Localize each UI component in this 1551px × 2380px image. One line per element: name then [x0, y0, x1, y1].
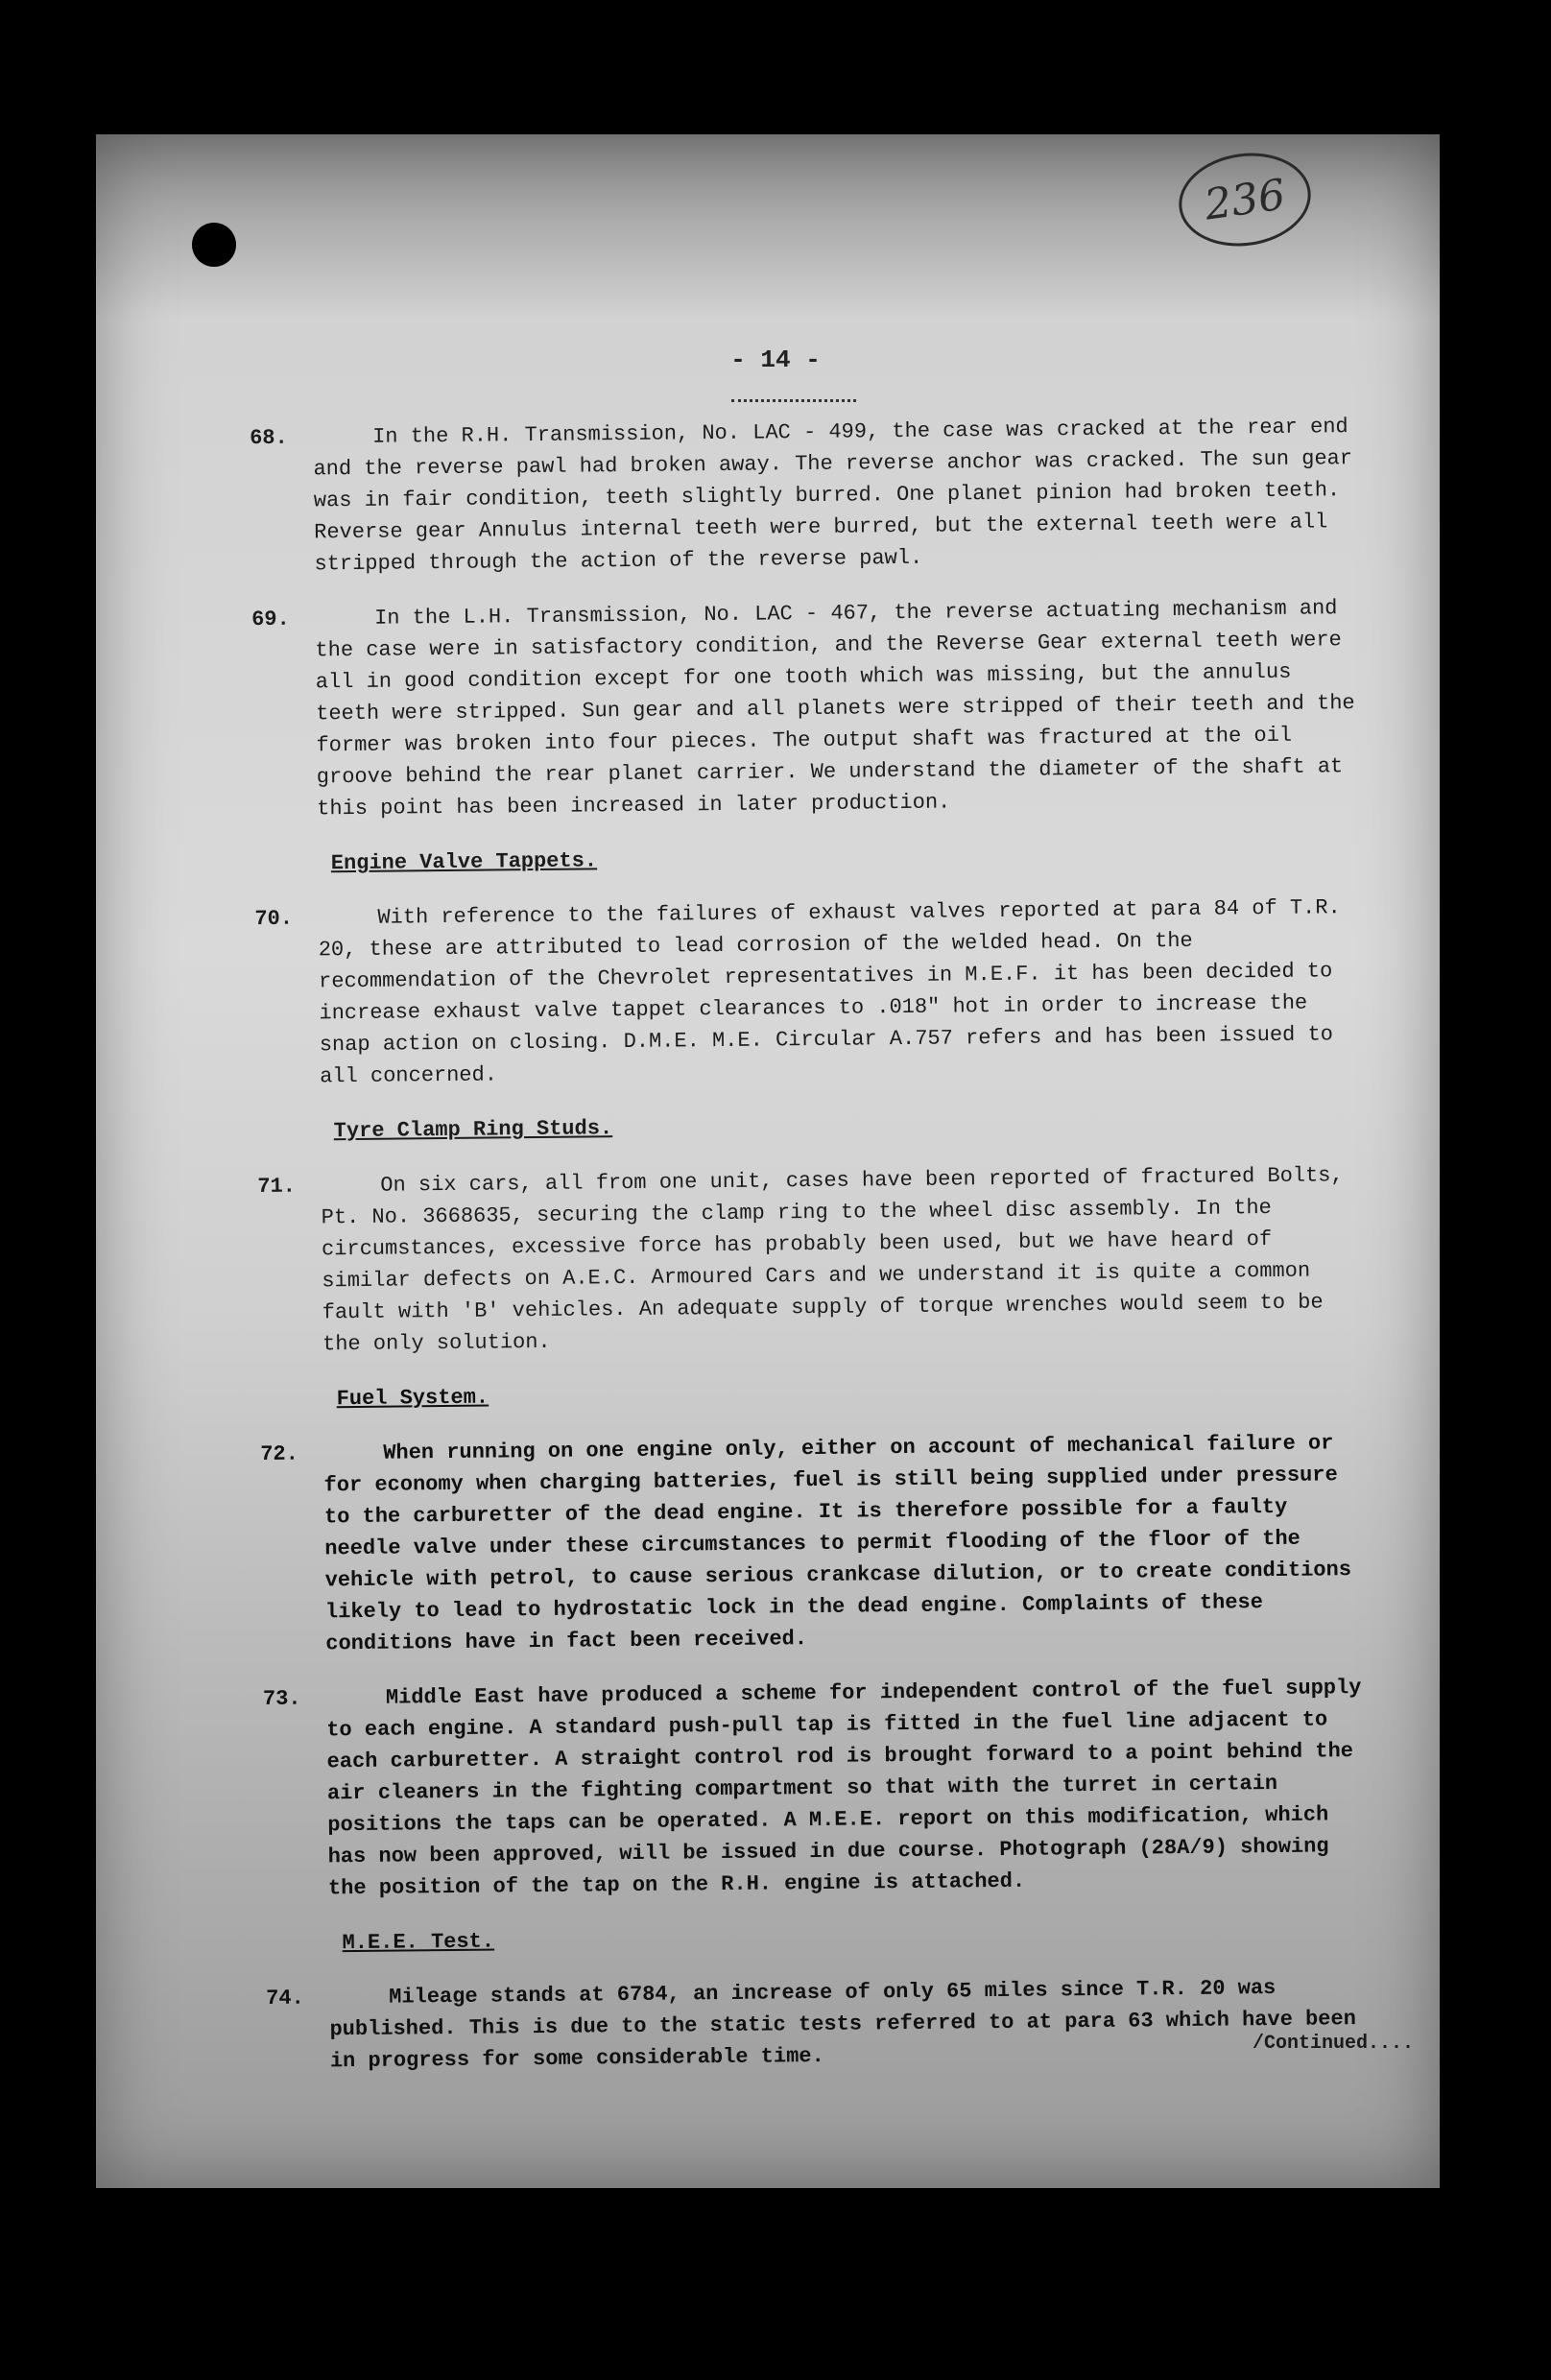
paragraph-text: In the R.H. Transmission, No. LAC - 499, the case was cracked at the rear end and the reverse pawl had broken away. The reverse anchor was cracked. The sun gear was in fair condition, teeth slightly burred. One planet pinion had broken teeth. Reverse gear Annulus internal teeth were burred, but the external teeth were all stripped through the action of the reverse pawl.	[313, 415, 1353, 577]
heading-mee-test: M.E.E. Test.	[342, 1929, 495, 1956]
paragraph-number: 70.	[254, 906, 294, 932]
paragraph-text: When running on one engine only, either on account of mechanical failure or for economy when charging batteries, fuel is still being supplied under pressure to the carburetter of the dead engine. It is therefore possible for a faulty needle valve under these circumstances to permit flooding of the floor of the vehicle with petrol, to cause serious crankcase dilution, or to create conditions likely to lead to hydrostatic lock in the dead engine. Complaints of these conditions have in fact been received.	[323, 1431, 1352, 1656]
paragraph-number: 69.	[251, 607, 290, 632]
document-body	[250, 411, 1371, 2101]
page-number-stamp: 236	[1173, 145, 1317, 254]
heading-fuel-system: Fuel System.	[336, 1385, 489, 1412]
continued-note: /Continued....	[1253, 2033, 1415, 2055]
paragraph-71	[257, 1159, 1363, 1361]
paragraph-text: In the L.H. Transmission, No. LAC - 467, the reverse actuating mechanism and the case were in satisfactory condition, and the Reverse Gear external teeth were all in good condition except for one tooth which was missing, but the annulus teeth were stripped. Sun gear and all planets were stripped of their teeth and the former was broken into four pieces. The output shaft was fractured at the oil groove behind the rear planet carrier. We understand the diameter of the shaft at this point has been increased in later production.	[315, 596, 1355, 821]
paragraph-text: Mileage stands at 6784, an increase of only 65 miles since T.R. 20 was published. This is due to the static tests referred to at para 63 which have been in progress for some considerable time.	[329, 1975, 1356, 2074]
page-number-underline	[731, 399, 856, 402]
paragraph-number: 71.	[257, 1174, 297, 1200]
paragraph-number: 74.	[266, 1986, 304, 2011]
paragraph-number: 72.	[260, 1441, 299, 1467]
punch-hole	[192, 223, 236, 267]
heading-tyre-clamp-ring-studs: Tyre Clamp Ring Studs.	[333, 1116, 613, 1144]
paragraph-text: Middle East have produced a scheme for independent control of the fuel supply to each engine. A standard push-pull tap is fitted in the fuel line adjacent to each carburetter. A straight control rod is brought forward to a point behind the air cleaners in the fighting compartment so that with the turret in certain positions the taps can be operated. A M.E.E. report on this modification, which has now been approved, will be issued in due course. Photograph (28A/9) showing the position of the tap on the R.H. engine is attached.	[326, 1676, 1362, 1901]
paragraph-number: 68.	[250, 425, 288, 451]
heading-engine-valve-tappets: Engine Valve Tappets.	[330, 848, 598, 876]
paragraph-68	[250, 411, 1355, 581]
paragraph-73	[262, 1672, 1369, 1905]
paragraph-text: On six cars, all from one unit, cases have been reported of fractured Bolts, Pt. No. 3668635, securing the clamp ring to the wheel disc assembly. In the circumstances, excessive force has probably been used, but we have heard of similar defects on A.E.C. Armoured Cars and we understand it is quite a common fault with 'B' vehicles. An adequate supply of torque wrenches would seem to be the only solution.	[321, 1163, 1344, 1357]
paragraph-70	[254, 892, 1360, 1093]
paragraph-number: 73.	[262, 1686, 301, 1712]
page-number: - 14 -	[730, 345, 821, 374]
paragraph-69	[251, 592, 1357, 825]
paragraph-72	[260, 1427, 1366, 1660]
paragraph-text: With reference to the failures of exhaust valves reported at para 84 of T.R. 20, these are attributed to lead corrosion of the welded head. On the recommendation of the Chevrolet representatives in M.E.F. it has been decided to increase exhaust valve tappet clearances to .018" hot in order to increase the snap action on closing. D.M.E. M.E. Circular A.757 refers and has been issued to all concerned.	[318, 895, 1341, 1089]
paragraph-74	[266, 1971, 1371, 2078]
